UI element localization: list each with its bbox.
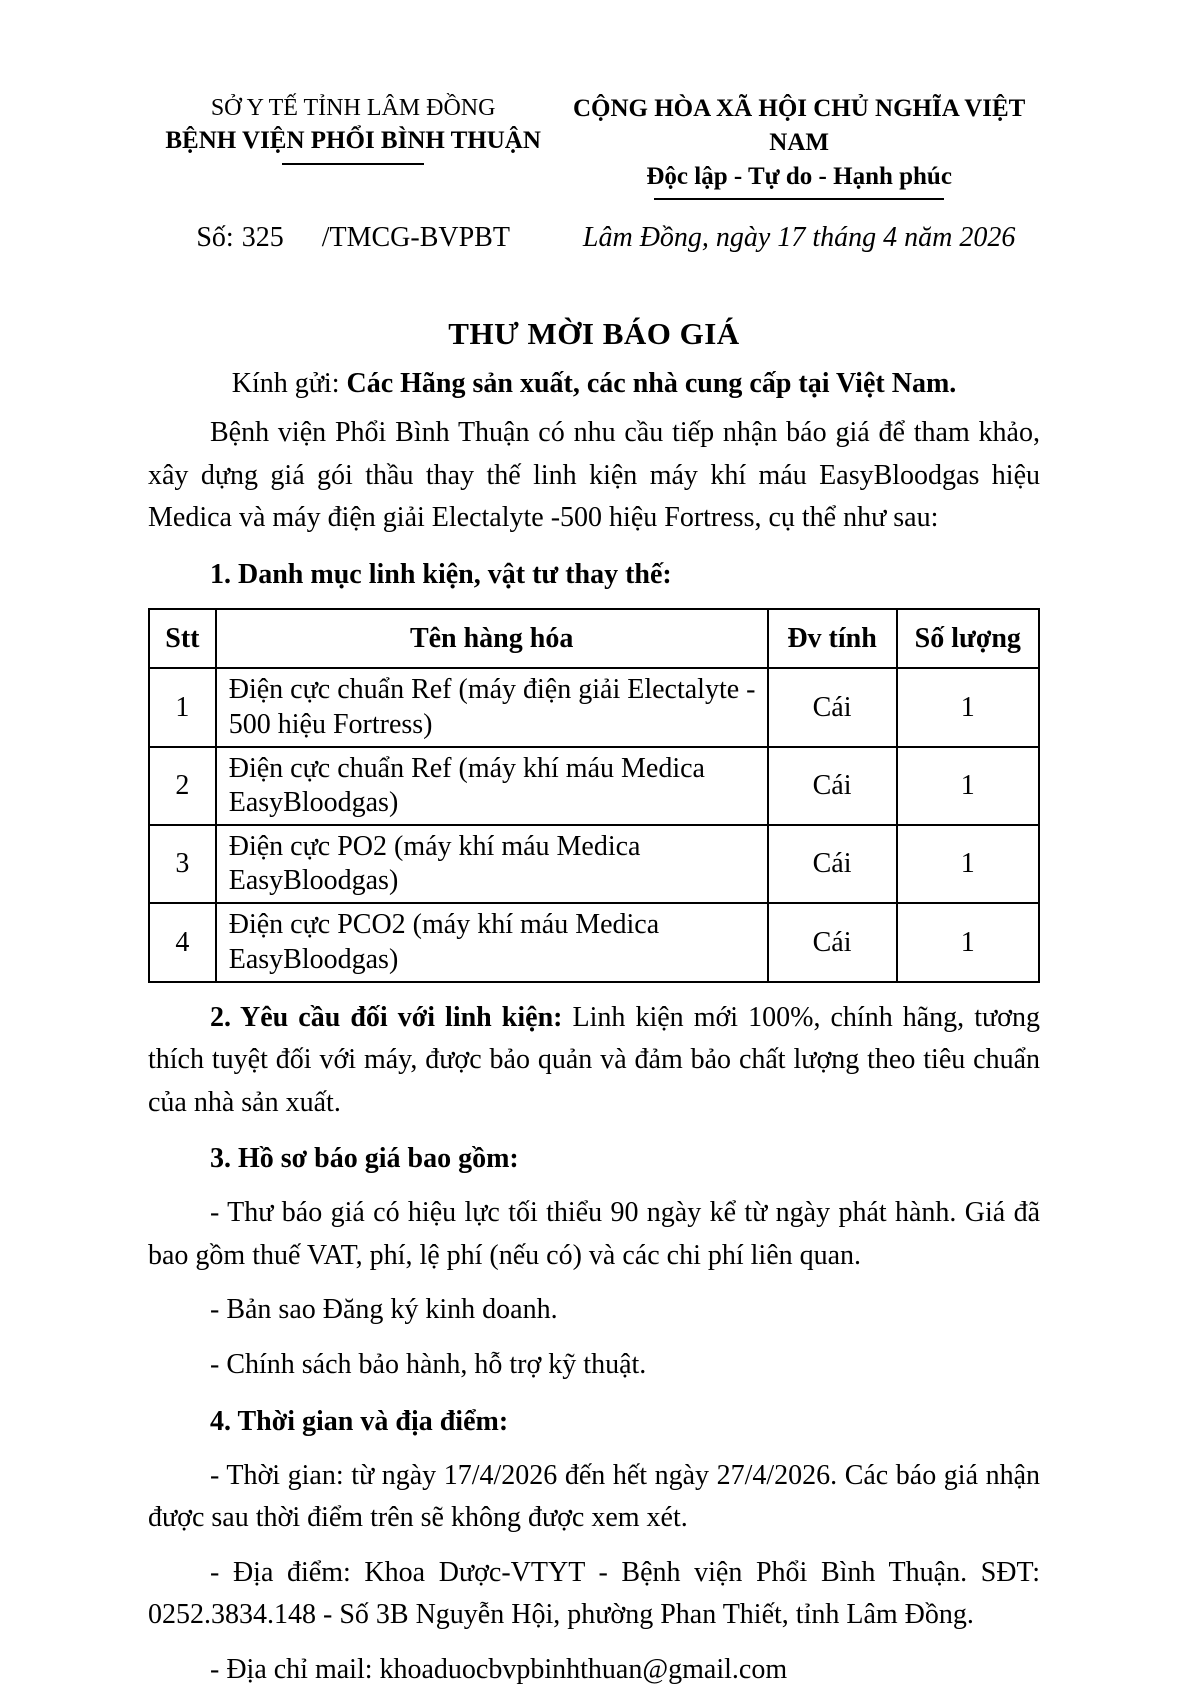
intro-paragraph: Bệnh viện Phổi Bình Thuận có nhu cầu tiếp nhận báo giá để tham khảo, xây dựng giá gói thầu thay thế linh kiện máy khí máu EasyBloodgas hiệu Medica và máy điện giải Electalyte -500 hiệu Fortress, cụ thể như sau: xyxy=(148,417,1040,534)
date-place-line: Lâm Đồng, ngày 17 tháng 4 năm 2026 xyxy=(582,222,1016,254)
document-number-suffix: /TMCG-BVPBT xyxy=(321,222,510,254)
document-number-label: Số: xyxy=(196,222,234,254)
parts-table xyxy=(148,608,1040,983)
row-unit: Cái xyxy=(768,747,897,825)
section3-heading: 3. Hồ sơ báo giá bao gồm: xyxy=(210,1143,519,1175)
section2-text: Linh kiện mới 100%, chính hãng, tương thích tuyệt đối với máy, được bảo quản và đảm bảo chất lượng theo tiêu chuẩn của nhà sản xuất. xyxy=(148,1001,1040,1118)
row-unit: Cái xyxy=(768,825,897,903)
column-header-stt: Stt xyxy=(149,609,216,669)
row-name: Điện cực PO2 (máy khí máu Medica EasyBloodgas) xyxy=(216,825,768,903)
section3-item: - Thư báo giá có hiệu lực tối thiểu 90 ngày kể từ ngày phát hành. Giá đã bao gồm thuế VAT, phí, lệ phí (nếu có) và các chi phí liên quan. xyxy=(148,1197,1040,1271)
row-qty: 1 xyxy=(897,903,1039,981)
document-meta-row xyxy=(148,222,1040,254)
document-header xyxy=(148,92,1040,200)
section4-heading: 4. Thời gian và địa điểm: xyxy=(210,1405,509,1437)
row-qty: 1 xyxy=(897,747,1039,825)
salutation-prefix: Kính gửi: xyxy=(231,368,347,400)
row-name: Điện cực PCO2 (máy khí máu Medica EasyBloodgas) xyxy=(216,903,768,981)
national-title: CỘNG HÒA XÃ HỘI CHỦ NGHĨA VIỆT NAM xyxy=(572,95,1026,156)
section3-item: - Bản sao Đăng ký kinh doanh. xyxy=(210,1294,558,1326)
section4-item-mail: - Địa chỉ mail: khoaduocbvpbinhthuan@gmail.com xyxy=(210,1653,788,1684)
issuing-department: SỞ Y TẾ TỈNH LÂM ĐỒNG xyxy=(210,95,496,121)
row-stt: 1 xyxy=(149,668,216,746)
national-motto: Độc lập - Tự do - Hạnh phúc xyxy=(646,162,952,190)
row-stt: 3 xyxy=(149,825,216,903)
header-left-rule xyxy=(282,163,424,165)
section1-heading: 1. Danh mục linh kiện, vật tư thay thế: xyxy=(210,558,672,590)
column-header-name: Tên hàng hóa xyxy=(216,609,768,669)
row-unit: Cái xyxy=(768,903,897,981)
row-stt: 2 xyxy=(149,747,216,825)
row-name: Điện cực chuẩn Ref (máy khí máu Medica EasyBloodgas) xyxy=(216,747,768,825)
section2-heading: 2. Yêu cầu đối với linh kiện: xyxy=(210,1001,563,1033)
table-row xyxy=(149,747,1039,825)
document-number xyxy=(148,222,558,254)
table-header-row xyxy=(149,609,1039,669)
document-number-value: 325 xyxy=(241,222,284,254)
salutation-line xyxy=(148,368,1040,400)
row-stt: 4 xyxy=(149,903,216,981)
table-row xyxy=(149,668,1039,746)
row-qty: 1 xyxy=(897,825,1039,903)
header-right-block xyxy=(558,92,1040,200)
row-unit: Cái xyxy=(768,668,897,746)
header-left-block xyxy=(148,92,558,200)
section3-item: - Chính sách bảo hành, hỗ trợ kỹ thuật. xyxy=(210,1349,647,1381)
column-header-unit: Đv tính xyxy=(768,609,897,669)
row-name: Điện cực chuẩn Ref (máy điện giải Electalyte - 500 hiệu Fortress) xyxy=(216,668,768,746)
table-row xyxy=(149,825,1039,903)
section2-paragraph xyxy=(148,997,1040,1125)
table-row xyxy=(149,903,1039,981)
header-right-rule xyxy=(654,198,944,200)
row-qty: 1 xyxy=(897,668,1039,746)
section4-item: - Thời gian: từ ngày 17/4/2026 đến hết ngày 27/4/2026. Các báo giá nhận được sau thời điểm trên sẽ không được xem xét. xyxy=(148,1459,1040,1534)
column-header-qty: Số lượng xyxy=(897,609,1039,669)
salutation-recipient: Các Hãng sản xuất, các nhà cung cấp tại Việt Nam. xyxy=(346,368,957,400)
section4-item: - Địa điểm: Khoa Dược-VTYT - Bệnh viện Phổi Bình Thuận. SĐT: 0252.3834.148 - Số 3B Nguyễn Hội, phường Phan Thiết, tỉnh Lâm Đồng. xyxy=(148,1556,1040,1631)
hospital-name: BỆNH VIỆN PHỔI BÌNH THUẬN xyxy=(165,127,541,155)
document-title: THƯ MỜI BÁO GIÁ xyxy=(448,316,740,352)
